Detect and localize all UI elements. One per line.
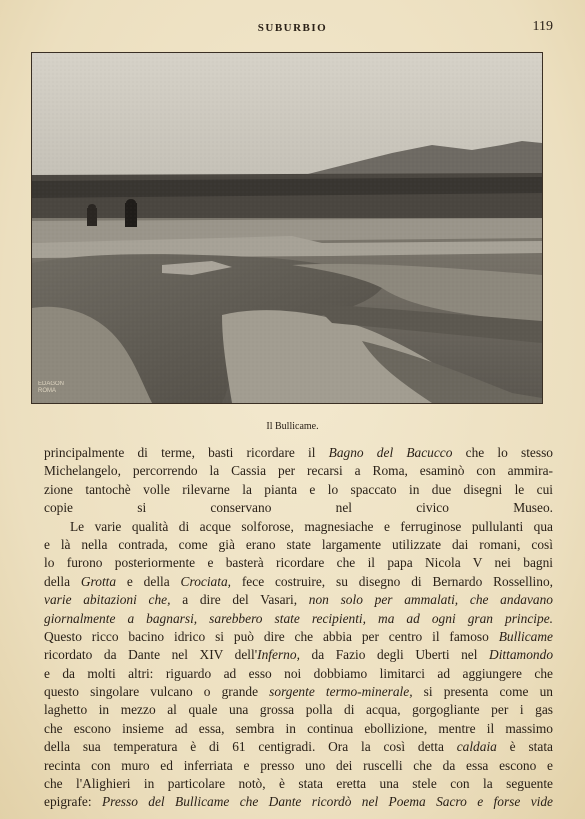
text-segment: zione tantochè volle rilevarne la pianta e lo spaccato in due disegni le cui bbox=[44, 481, 553, 497]
text-segment: a dire del Vasari, bbox=[170, 592, 309, 608]
text-segment: principalmente di terme, basti ricordare il bbox=[44, 445, 329, 460]
text-segment: che lo stesso bbox=[452, 445, 553, 460]
text-line bbox=[44, 591, 553, 609]
text-segment: Michelangelo, percorrendo la Cassia per recarsi a Roma, esaminò con ammira- bbox=[44, 463, 553, 479]
text-segment: laghetto in mezzo al quale una grossa polla di acqua, gorgogliante per i gas bbox=[44, 702, 553, 718]
text-line bbox=[44, 499, 553, 517]
body-text bbox=[44, 444, 553, 812]
text-line bbox=[44, 628, 553, 646]
text-line bbox=[44, 462, 553, 480]
text-line bbox=[44, 757, 553, 775]
text-segment: e della bbox=[116, 573, 181, 589]
italic-text: Crociata, bbox=[180, 573, 232, 589]
italic-text: varie abitazioni che, bbox=[44, 592, 171, 608]
italic-text: giornalmente a bagnarsi, sarebbero state recipienti, ma ad ogni gran principe. bbox=[44, 610, 553, 626]
italic-text: Bagno del Bacucco bbox=[328, 445, 453, 460]
text-segment: fece costruire, su disegno di Bernardo Rossellino, bbox=[231, 573, 553, 589]
text-line bbox=[44, 554, 553, 572]
text-line bbox=[44, 701, 553, 719]
text-segment: è stata bbox=[496, 739, 553, 755]
text-segment: recinta con muro ed inferriata e presso uno dei ruscelli che da essa escono e bbox=[44, 757, 553, 773]
text-segment: Questo ricco bacino idrico si può dire che abbia per centro il famoso bbox=[44, 628, 499, 644]
text-line bbox=[44, 793, 553, 811]
running-title: SUBURBIO bbox=[257, 22, 328, 34]
text-segment: della bbox=[44, 573, 81, 589]
text-line bbox=[44, 683, 553, 701]
running-head bbox=[0, 19, 585, 38]
text-line bbox=[44, 775, 553, 793]
text-line bbox=[44, 646, 553, 664]
text-line bbox=[44, 444, 553, 462]
text-segment: che l'Alighieri in particolare notò, è stata eretta una stele con la seguente bbox=[44, 776, 553, 792]
text-segment: ricordato da Dante nel XIV dell' bbox=[44, 647, 258, 663]
italic-text: Inferno, bbox=[257, 647, 300, 663]
italic-text: Grotta bbox=[80, 573, 117, 589]
photograph-bullicame bbox=[31, 52, 543, 404]
text-segment: da Fazio degli Uberti nel bbox=[299, 647, 490, 663]
italic-text: Dittamondo bbox=[489, 647, 554, 663]
italic-text: Bullicame bbox=[498, 628, 553, 644]
photo-stamp-line: ROMA bbox=[38, 388, 56, 394]
photo-stamp-line: EDAGON bbox=[38, 381, 65, 387]
photograph-drawing bbox=[32, 53, 542, 403]
text-line bbox=[44, 518, 553, 536]
italic-text: non solo per ammalati, che andavano bbox=[308, 592, 553, 608]
text-line bbox=[44, 665, 553, 683]
text-line bbox=[44, 573, 553, 591]
photo-stamp bbox=[38, 381, 64, 395]
text-segment: e da molti altri: riguardo ad esso noi dobbiamo limitarci ad aggiungere che bbox=[44, 665, 553, 681]
text-line bbox=[44, 536, 553, 554]
text-segment: Le varie qualità di acque solforose, magnesiache e ferruginose pullulanti qua bbox=[70, 518, 553, 534]
photo-caption: Il Bullicame. bbox=[266, 421, 319, 432]
italic-text: sorgente termo-minerale, bbox=[269, 684, 413, 700]
text-line bbox=[44, 610, 553, 628]
page-number: 119 bbox=[532, 19, 553, 34]
text-line bbox=[44, 720, 553, 738]
text-segment: e là nella contrada, come già erano state largamente utilizzate dai romani, così bbox=[44, 536, 553, 552]
text-segment: della sua temperatura è di 61 centigradi. Ora la così detta bbox=[44, 739, 457, 755]
text-segment: questo singolare vulcano o grande bbox=[44, 684, 270, 700]
text-segment: che escono insieme ad essa, sembra in continua ebollizione, mentre il massimo bbox=[44, 720, 553, 736]
text-line bbox=[44, 738, 553, 756]
text-segment: si presenta come un bbox=[412, 684, 553, 700]
italic-text: Presso del Bullicame che Dante ricordò nel Poema Sacro e forse vide bbox=[101, 794, 553, 810]
text-line bbox=[44, 481, 553, 499]
text-segment: lo furono posteriormente e basterà ricordare che il papa Nicola V nei bagni bbox=[44, 555, 553, 571]
text-segment: epigrafe: bbox=[44, 794, 102, 810]
italic-text: caldaia bbox=[456, 739, 497, 755]
text-segment: copie si conservano nel civico Museo. bbox=[44, 500, 553, 516]
